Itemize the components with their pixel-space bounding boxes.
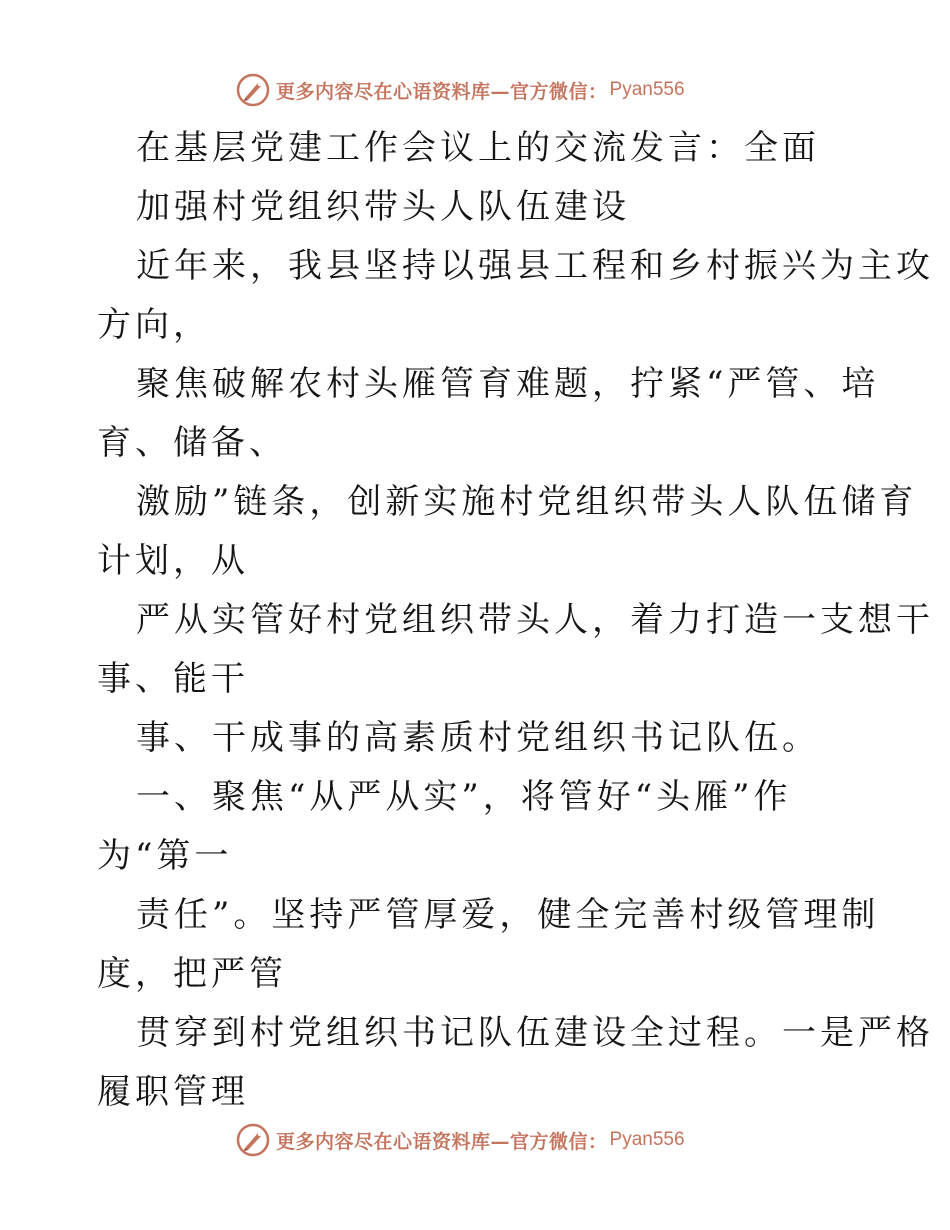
paragraph-line: 履职管理	[97, 1072, 249, 1112]
watermark-text: 更多内容尽在心语资料库—官方微信：	[276, 80, 608, 103]
paragraph-line: 近年来，我县坚持以强县工程和乡村振兴为主攻	[136, 246, 934, 286]
title-line: 加强村党组织带头人队伍建设	[136, 187, 630, 227]
footer-watermark	[236, 1122, 685, 1158]
paragraph-line: 贯穿到村党组织书记队伍建设全过程。一是严格	[136, 1013, 934, 1053]
section-heading-line: 为“第一	[97, 836, 233, 876]
paragraph-line: 方向，	[97, 305, 211, 345]
paragraph-line: 育、储备、	[97, 423, 287, 463]
paragraph-line: 激励”链条，创新实施村党组织带头人队伍储育	[136, 482, 918, 522]
pen-logo-icon	[236, 1123, 270, 1157]
watermark-wechat-id: Pyan556	[609, 1129, 685, 1150]
paragraph-line: 事、干成事的高素质村党组织书记队伍。	[136, 718, 820, 758]
header-watermark	[236, 72, 685, 108]
paragraph-line: 严从实管好村党组织带头人，着力打造一支想干	[136, 600, 934, 640]
paragraph-line: 计划，从	[97, 541, 249, 581]
paragraph-line: 聚焦破解农村头雁管育难题，拧紧“严管、培	[136, 364, 880, 404]
pen-logo-icon	[236, 73, 270, 107]
title-line: 在基层党建工作会议上的交流发言：全面	[136, 128, 820, 168]
watermark-text: 更多内容尽在心语资料库—官方微信：	[276, 1130, 608, 1153]
paragraph-line: 事、能干	[97, 659, 249, 699]
paragraph-line: 度，把严管	[97, 954, 287, 994]
paragraph-line: 责任”。坚持严管厚爱，健全完善村级管理制	[136, 895, 880, 935]
section-heading-line: 一、聚焦“从严从实”，将管好“头雁”作	[136, 777, 792, 817]
watermark-wechat-id: Pyan556	[609, 79, 685, 100]
